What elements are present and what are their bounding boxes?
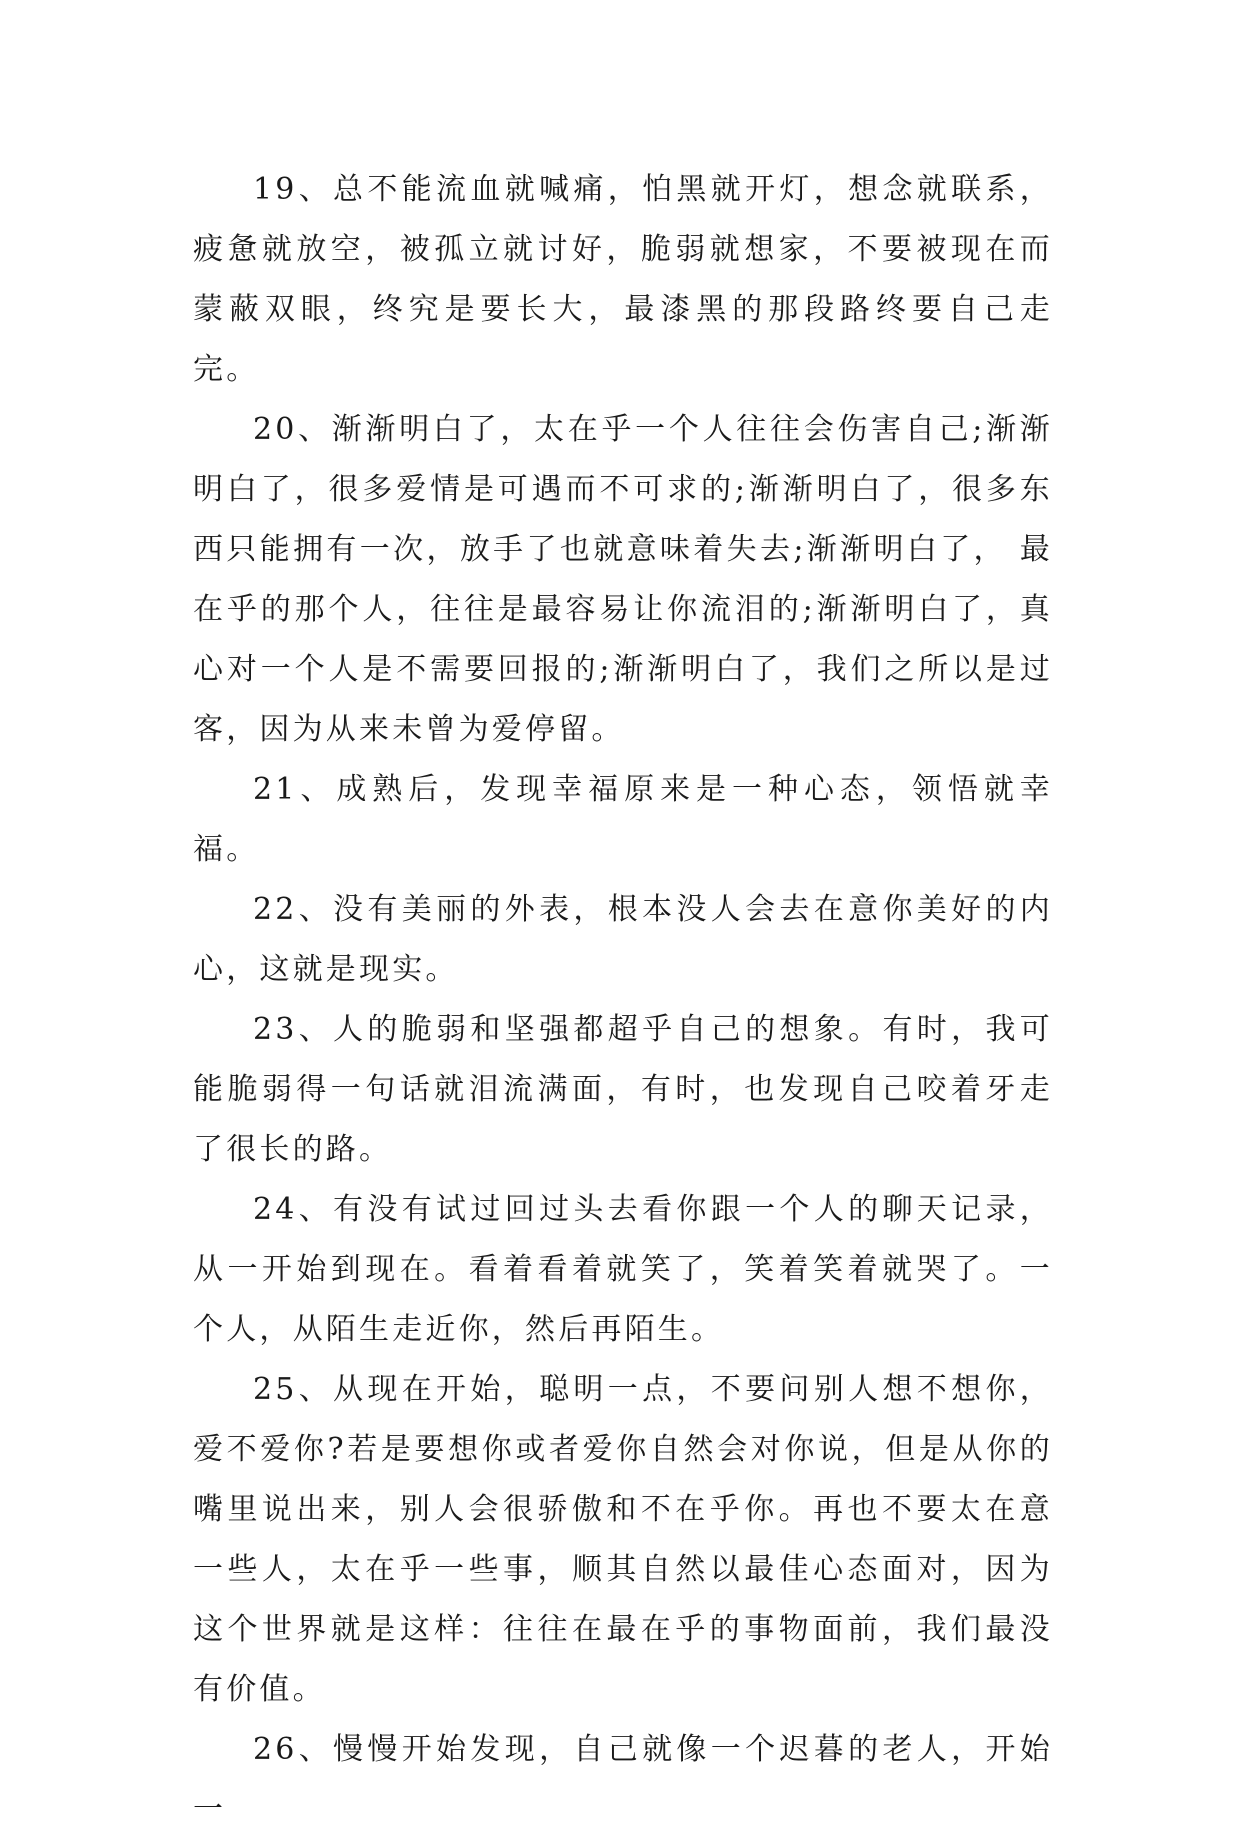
paragraph-23: 23、人的脆弱和坚强都超乎自己的想象。有时，我可能脆弱得一句话就泪流满面，有时，也发现自己咬着牙走了很长的路。 — [193, 1012, 1053, 1167]
document-body — [193, 160, 1053, 1840]
paragraph-25: 25、从现在开始，聪明一点，不要问别人想不想你，爱不爱你?若是要想你或者爱你自然会对你说，但是从你的嘴里说出来，别人会很骄傲和不在乎你。再也不要太在意一些人，太在乎一些事，顺其自然以最佳心态面对，因为这个世界就是这样：往往在最在乎的事物面前，我们最没有价值。 — [193, 1372, 1053, 1707]
paragraph-19: 19、总不能流血就喊痛，怕黑就开灯，想念就联系，疲惫就放空，被孤立就讨好，脆弱就想家，不要被现在而蒙蔽双眼，终究是要长大，最漆黑的那段路终要自己走完。 — [193, 172, 1053, 387]
paragraph-26: 26、慢慢开始发现，自己就像一个迟暮的老人，开始一 — [193, 1732, 1053, 1827]
paragraph-24: 24、有没有试过回过头去看你跟一个人的聊天记录，从一开始到现在。看着看着就笑了，笑着笑着就哭了。一个人，从陌生走近你，然后再陌生。 — [193, 1192, 1053, 1347]
paragraph-22: 22、没有美丽的外表，根本没人会去在意你美好的内心，这就是现实。 — [193, 892, 1053, 987]
paragraph-20: 20、渐渐明白了，太在乎一个人往往会伤害自己;渐渐明白了，很多爱情是可遇而不可求的;渐渐明白了，很多东西只能拥有一次，放手了也就意味着失去;渐渐明白了， 最在乎的那个人，往往是最容易让你流泪的;渐渐明白了，真心对一个人是不需要回报的;渐渐明白了，我们之所以是过客，因为从来未曾为爱停留。 — [193, 412, 1053, 747]
paragraph-21: 21、成熟后，发现幸福原来是一种心态，领悟就幸福。 — [193, 772, 1053, 867]
